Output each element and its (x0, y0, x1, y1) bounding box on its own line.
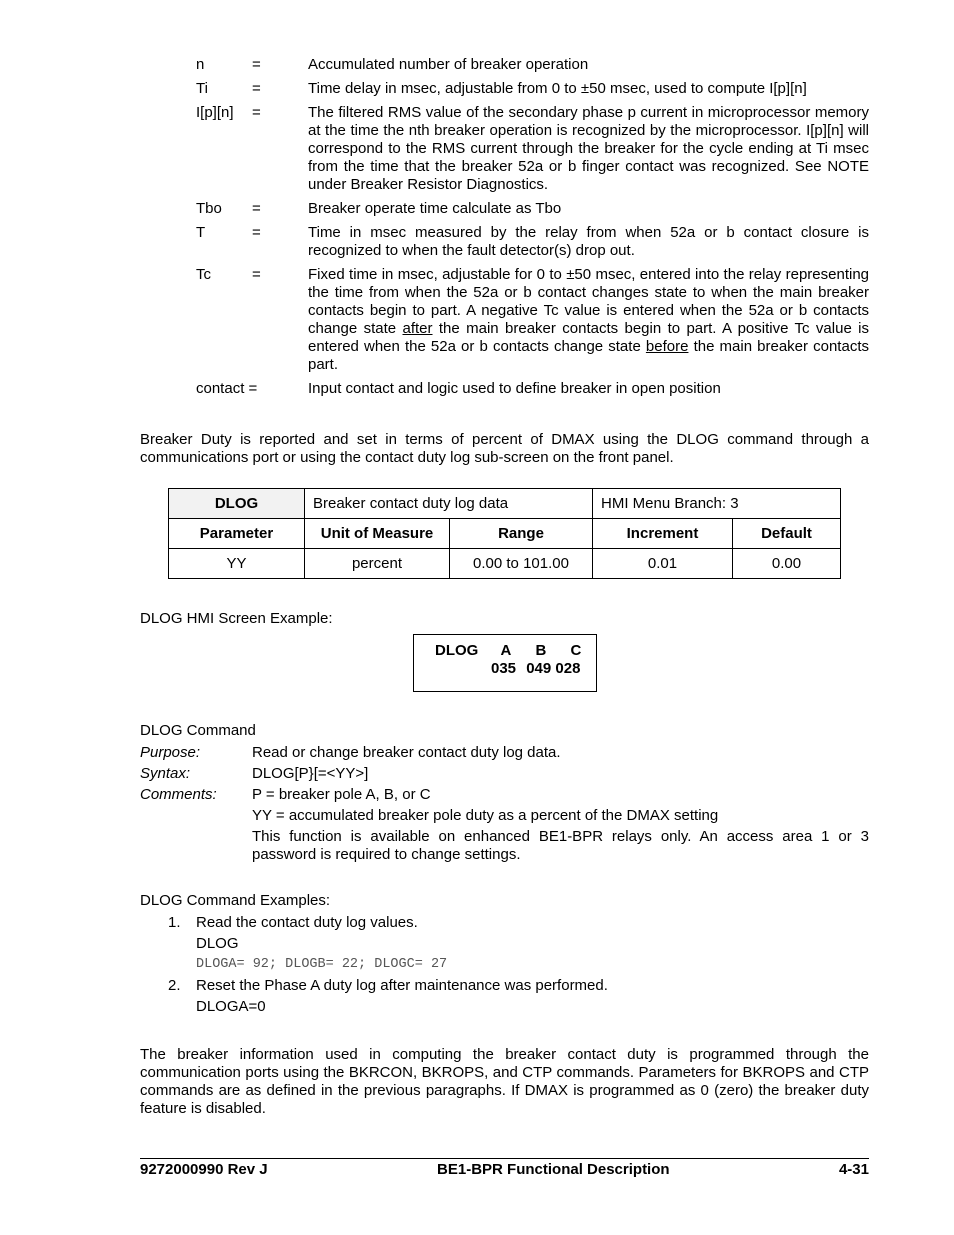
table-cell: 0.00 (733, 549, 841, 579)
hmi-screen-example (413, 634, 597, 692)
tc-text-a: Fixed time in msec, adjustable for 0 to ±50 msec, entered into the relay representing the time from when the 52a or b contact changes state to when the main breaker contacts begin to part. A negative Tc value is entered when the 52a or b contacts change state (308, 266, 869, 337)
comment-line: YY = accumulated breaker pole duty as a percent of the DMAX setting (252, 807, 719, 824)
hmi-line-1 (435, 642, 581, 660)
example-body (196, 977, 869, 1016)
definition-n (196, 56, 869, 74)
hmi-label-c: C (570, 642, 582, 659)
table-menu-cell: HMI Menu Branch: 3 (593, 489, 841, 519)
table-row (169, 549, 841, 579)
table-header-row (169, 519, 841, 549)
definitions-list (196, 56, 869, 398)
example-body (196, 914, 869, 974)
breaker-duty-paragraph: Breaker Duty is reported and set in terms of percent of DMAX using the DLOG command through a communications port or using the contact duty log sub-screen on the front panel. (140, 431, 869, 466)
definition-description: Breaker operate time calculate as Tbo (308, 200, 562, 217)
syntax-label: Syntax: (140, 765, 191, 782)
definition-description (308, 266, 869, 374)
example-number: 2. (168, 977, 181, 994)
underlined-after: after (402, 320, 433, 337)
definition-description: Accumulated number of breaker operation (308, 56, 589, 73)
example-command: DLOGA=0 (196, 998, 266, 1015)
definition-contact (196, 380, 869, 398)
definition-ti (196, 80, 869, 98)
example-response: DLOGA= 92; DLOGB= 22; DLOGC= 27 (196, 957, 448, 972)
hmi-value-c: 028 (555, 660, 581, 677)
command-purpose (140, 744, 869, 762)
definition-equals: = (252, 80, 261, 97)
comments-text (252, 786, 869, 864)
dlog-parameter-table (168, 488, 841, 579)
definition-term: Tbo (196, 200, 222, 217)
table-header-cell: Range (450, 519, 593, 549)
hmi-label-dlog: DLOG (435, 642, 479, 659)
table-cell: 0.01 (593, 549, 733, 579)
definition-description: The filtered RMS value of the secondary phase p current in microprocessor memory at the time the nth breaker operation is recognized by the microprocessor. I[p][n] will correspond to the RMS current through the breaker for the cycle ending at Ti msec from the time that the breaker 52a or b finger contact was recognized. See NOTE under Breaker Resistor Diagnostics. (308, 104, 869, 193)
table-header-cell: Unit of Measure (305, 519, 450, 549)
table-header-cell: Parameter (169, 519, 305, 549)
comment-line: P = breaker pole A, B, or C (252, 786, 431, 803)
definition-ipn (196, 104, 869, 194)
example-command: DLOG (196, 935, 239, 952)
definition-term: contact = (196, 380, 258, 397)
definition-term: T (196, 224, 206, 241)
table-header-cell: Increment (593, 519, 733, 549)
definition-description: Input contact and logic used to define breaker in open position (308, 380, 721, 397)
hmi-example-label: DLOG HMI Screen Example: (140, 610, 333, 627)
definition-equals: = (252, 104, 261, 121)
table-cell: YY (169, 549, 305, 579)
definition-tc (196, 266, 869, 374)
definition-term: Ti (196, 80, 208, 97)
hmi-label-a: A (500, 642, 512, 659)
hmi-line-2 (491, 660, 580, 678)
definition-term: I[p][n] (196, 104, 234, 121)
definition-equals: = (252, 200, 261, 217)
breaker-information-paragraph: The breaker information used in computing the breaker contact duty is programmed through the communication ports using the BKRCON, BKROPS, and CTP commands. Parameters for BKROPS and CTP commands are as defined in the previous paragraphs. If DMAX is programmed as 0 (zero) the breaker duty feature is disabled. (140, 1046, 869, 1117)
footer-document-number: 9272000990 Rev J (140, 1161, 268, 1178)
footer-page-number: 4-31 (838, 1161, 869, 1178)
definition-equals: = (252, 266, 261, 283)
table-cell: percent (305, 549, 450, 579)
definition-description: Time in msec measured by the relay from when 52a or b contact closure is recognized to when the fault detector(s) drop out. (308, 224, 869, 259)
table-description-cell: Breaker contact duty log data (305, 489, 593, 519)
list-item (168, 914, 869, 974)
table-header-cell: Default (733, 519, 841, 549)
example-description: Read the contact duty log values. (196, 914, 418, 931)
table-title-cell: DLOG (169, 489, 305, 519)
example-number: 1. (168, 914, 181, 931)
table-cell: 0.00 to 101.00 (450, 549, 593, 579)
syntax-text: DLOG[P}[=<YY>] (252, 765, 369, 782)
definition-description: Time delay in msec, adjustable from 0 to ±50 msec, used to compute I[p][n] (308, 80, 807, 97)
definition-t (196, 224, 869, 260)
purpose-text: Read or change breaker contact duty log data. (252, 744, 561, 761)
page-footer (140, 1158, 869, 1179)
hmi-value-b: 049 (526, 660, 552, 677)
definition-equals: = (252, 56, 261, 73)
hmi-label-b: B (535, 642, 547, 659)
list-item (168, 977, 869, 1016)
command-heading: DLOG Command (140, 722, 256, 739)
table-title-row (169, 489, 841, 519)
definition-term: Tc (196, 266, 211, 283)
command-syntax (140, 765, 869, 783)
comments-label: Comments: (140, 786, 217, 803)
examples-list (168, 914, 869, 1016)
definition-term: n (196, 56, 205, 73)
comment-line: This function is available on enhanced BE1-BPR relays only. An access area 1 or 3 password is required to change settings. (252, 828, 869, 863)
definition-tbo (196, 200, 869, 218)
footer-title: BE1-BPR Functional Description (437, 1161, 670, 1178)
tc-text-c: the main breaker contacts part. (308, 338, 869, 373)
definition-equals: = (252, 224, 261, 241)
underlined-before: before (645, 338, 689, 355)
example-description: Reset the Phase A duty log after maintenance was performed. (196, 977, 608, 994)
hmi-value-a: 035 (491, 660, 517, 677)
examples-heading: DLOG Command Examples: (140, 892, 331, 909)
tc-text-b: the main breaker contacts begin to part. A positive Tc value is entered when the 52a or b contacts change state (308, 320, 869, 355)
document-page (140, 56, 869, 1118)
command-comments (140, 786, 869, 864)
purpose-label: Purpose: (140, 744, 201, 761)
